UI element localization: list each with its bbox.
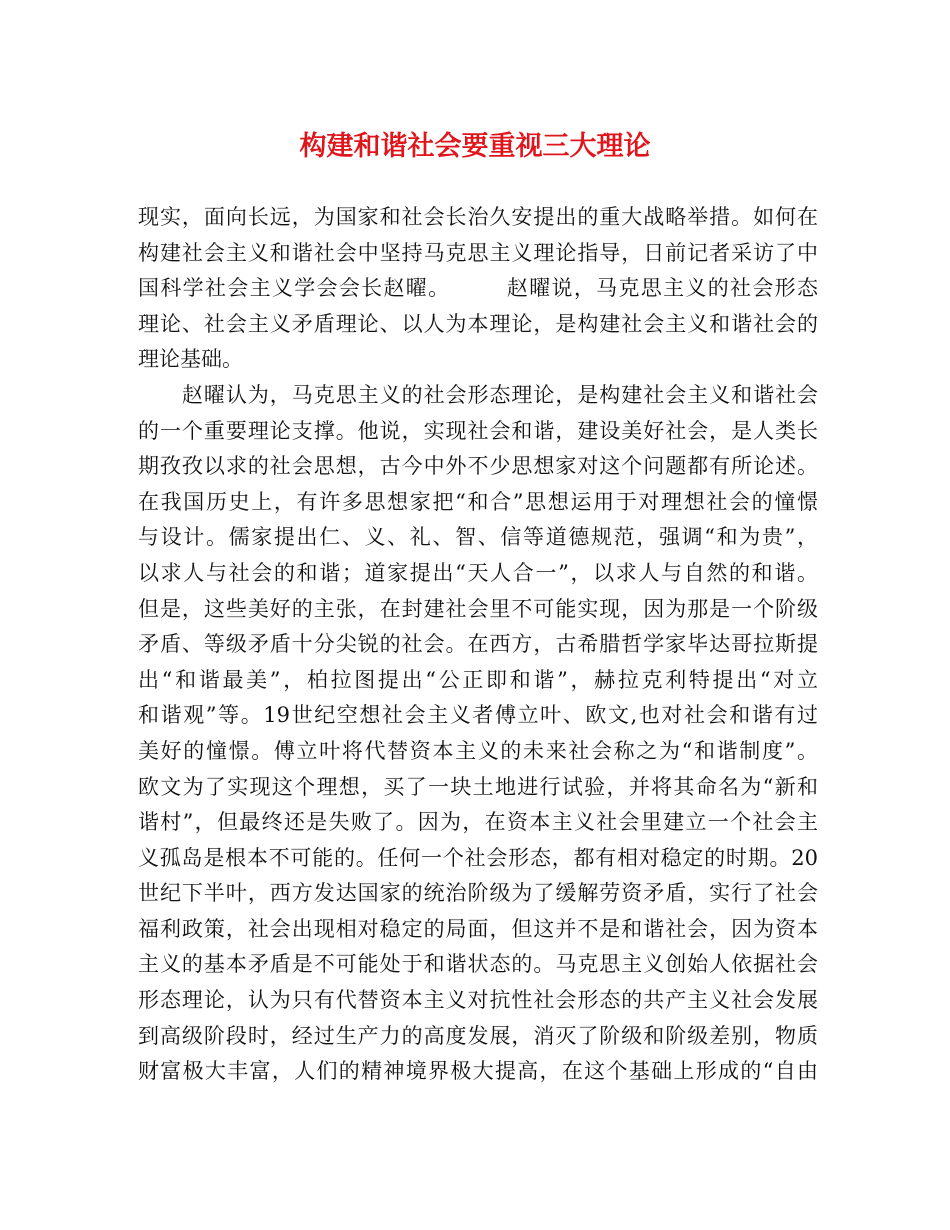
text-line: 以求人与社会的和谐；道家提出“天人合一”，以求人与自然的和谐。	[138, 560, 818, 585]
document-title: 构建和谐社会要重视三大理论	[299, 131, 651, 162]
text-line: 在我国历史上，有许多思想家把“和合”思想运用于对理想社会的憧憬	[138, 489, 818, 514]
text-line: 形态理论，认为只有代替资本主义对抗性社会形态的共产主义社会发展	[138, 988, 818, 1013]
text-line: 现实，面向长远，为国家和社会长治久安提出的重大战略举措。如何在	[138, 205, 818, 229]
text-line: 国科学社会主义学会会长赵曜。 赵曜说，马克思主义的社会形态	[138, 276, 818, 301]
text-line: 义孤岛是根本不可能的。任何一个社会形态，都有相对稳定的时期。20	[138, 845, 818, 870]
document-body	[138, 200, 818, 1090]
text-line: 期孜孜以求的社会思想，古今中外不少思想家对这个问题都有所论述。	[138, 454, 818, 479]
text-line: 理论、社会主义矛盾理论、以人为本理论，是构建社会主义和谐社会的	[138, 311, 818, 336]
text-line: 欧文为了实现这个理想，买了一块土地进行试验，并将其命名为“新和	[138, 774, 818, 799]
text-line: 理论基础。	[138, 347, 243, 372]
text-line: 财富极大丰富，人们的精神境界极大提高，在这个基础上形成的“自由	[138, 1059, 818, 1084]
text-line: 与设计。儒家提出仁、义、礼、智、信等道德规范，强调“和为贵”，	[138, 525, 818, 550]
text-line: 主义的基本矛盾是不可能处于和谐状态的。马克思主义创始人依据社会	[138, 952, 818, 977]
text-line: 世纪下半叶，西方发达国家的统治阶级为了缓解劳资矛盾，实行了社会	[138, 881, 818, 906]
text-line: 矛盾、等级矛盾十分尖锐的社会。在西方，古希腊哲学家毕达哥拉斯提	[138, 632, 818, 657]
text-line: 出“和谐最美”，柏拉图提出“公正即和谐”，赫拉克利特提出“对立	[138, 667, 818, 692]
text-line: 的一个重要理论支撑。他说，实现社会和谐，建设美好社会，是人类长	[138, 418, 818, 443]
text-line: 赵曜认为，马克思主义的社会形态理论，是构建社会主义和谐社会	[138, 382, 818, 407]
text-line: 构建社会主义和谐社会中坚持马克思主义理论指导，日前记者采访了中	[138, 240, 818, 265]
paragraph-2	[138, 378, 818, 1090]
text-line: 但是，这些美好的主张，在封建社会里不可能实现，因为那是一个阶级	[138, 596, 818, 621]
text-line: 谐村”，但最终还是失败了。因为，在资本主义社会里建立一个社会主	[138, 810, 818, 835]
paragraph-1	[138, 200, 818, 378]
text-line: 福利政策，社会出现相对稳定的局面，但这并不是和谐社会，因为资本	[138, 916, 818, 941]
text-line: 和谐观”等。19世纪空想社会主义者傅立叶、欧文,也对社会和谐有过	[138, 703, 818, 728]
text-line: 美好的憧憬。傅立叶将代替资本主义的未来社会称之为“和谐制度”。	[138, 738, 818, 763]
text-line: 到高级阶段时，经过生产力的高度发展，消灭了阶级和阶级差别，物质	[138, 1023, 818, 1048]
